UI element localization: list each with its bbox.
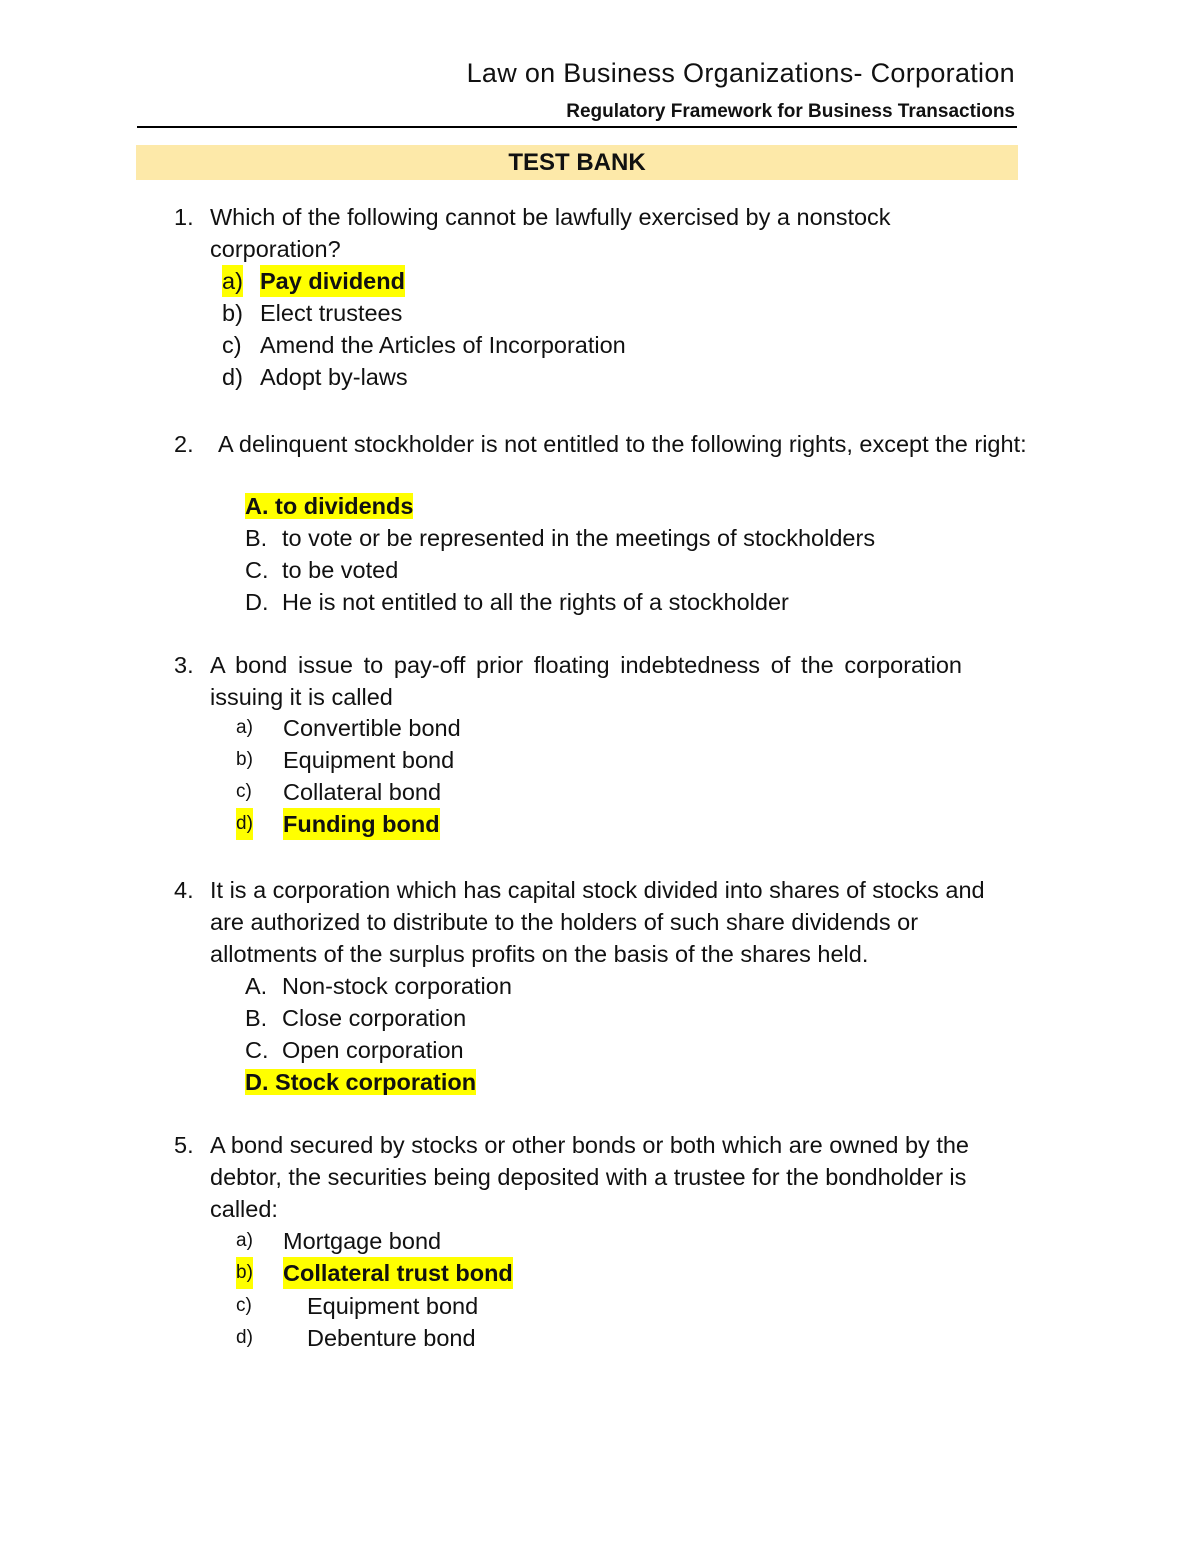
option-correct-answer [245,493,413,519]
header-divider [137,126,1017,128]
option-letter: d) [236,1327,253,1348]
question-number: 4. [174,877,194,903]
option-letter: d) [236,808,253,840]
question-number: 5. [174,1132,194,1158]
option-text: Stock corporation [275,1069,477,1095]
option-text: to vote or be represented in the meetings of stockholders [282,525,876,551]
option-text: Collateral bond [283,779,442,805]
option-text: Close corporation [282,1005,467,1031]
option-text: Elect trustees [260,300,403,326]
option-text: Open corporation [282,1037,464,1063]
question-text: Which of the following cannot be lawfully exercised by a nonstock corporation? [210,204,891,262]
test-bank-banner: TEST BANK [136,145,1018,180]
question-text: A bond secured by stocks or other bonds or both which are owned by the debtor, the securities being deposited with a trustee for the bondholder is called: [210,1132,969,1222]
option-text: Non-stock corporation [282,973,512,999]
option-letter: a) [236,717,253,738]
option-letter: A. [245,493,269,519]
option-text: to be voted [282,557,399,583]
option-text: Equipment bond [283,747,455,773]
question-number: 3. [174,652,194,678]
option-text: Convertible bond [283,715,461,741]
question-text: A bond issue to pay-off prior floating indebtedness of the corporation issuing it is called [210,652,962,710]
question-3 [174,649,962,713]
option-text: Adopt by-laws [260,364,408,390]
option-text: Equipment bond [307,1293,479,1319]
option-letter: c) [236,781,252,802]
option-letter: a) [222,265,243,297]
option-letter: C. [245,557,269,583]
question-5 [174,1129,1030,1225]
question-text: It is a corporation which has capital stock divided into shares of stocks and are authorized to distribute to the holders of such share dividends or allotments of the surplus profits on the basis of the shares held. [210,877,985,967]
option-text: Mortgage bond [283,1228,442,1254]
question-number: 1. [174,204,194,230]
option-correct-answer [245,1069,476,1095]
option-letter: a) [236,1230,253,1251]
option-letter: b) [236,749,253,770]
option-letter: D. [245,589,269,615]
option-letter: c) [222,332,242,358]
option-2a [245,490,413,522]
option-letter: d) [222,364,243,390]
option-text: to dividends [275,493,414,519]
option-text: Funding bond [283,808,440,840]
question-4 [174,874,1020,970]
option-letter: C. [245,1037,269,1063]
document-title: Law on Business Organizations- Corporation [466,58,1015,88]
question-2 [174,428,1056,460]
option-text: Pay dividend [260,265,405,297]
option-text: Collateral trust bond [283,1257,513,1289]
option-letter: A. [245,973,268,999]
question-text: A delinquent stockholder is not entitled to the following rights, except the right: [218,431,1027,457]
option-letter: B. [245,525,268,551]
option-letter: B. [245,1005,268,1031]
option-text: He is not entitled to all the rights of a stockholder [282,589,789,615]
option-4d [245,1066,476,1098]
option-letter: D. [245,1069,269,1095]
document-subtitle: Regulatory Framework for Business Transactions [566,101,1015,122]
option-letter: b) [222,300,243,326]
option-letter: c) [236,1295,252,1316]
option-text: Amend the Articles of Incorporation [260,332,626,358]
question-number: 2. [174,431,194,457]
question-1 [174,201,964,265]
option-letter: b) [236,1257,253,1289]
option-text: Debenture bond [307,1325,476,1351]
